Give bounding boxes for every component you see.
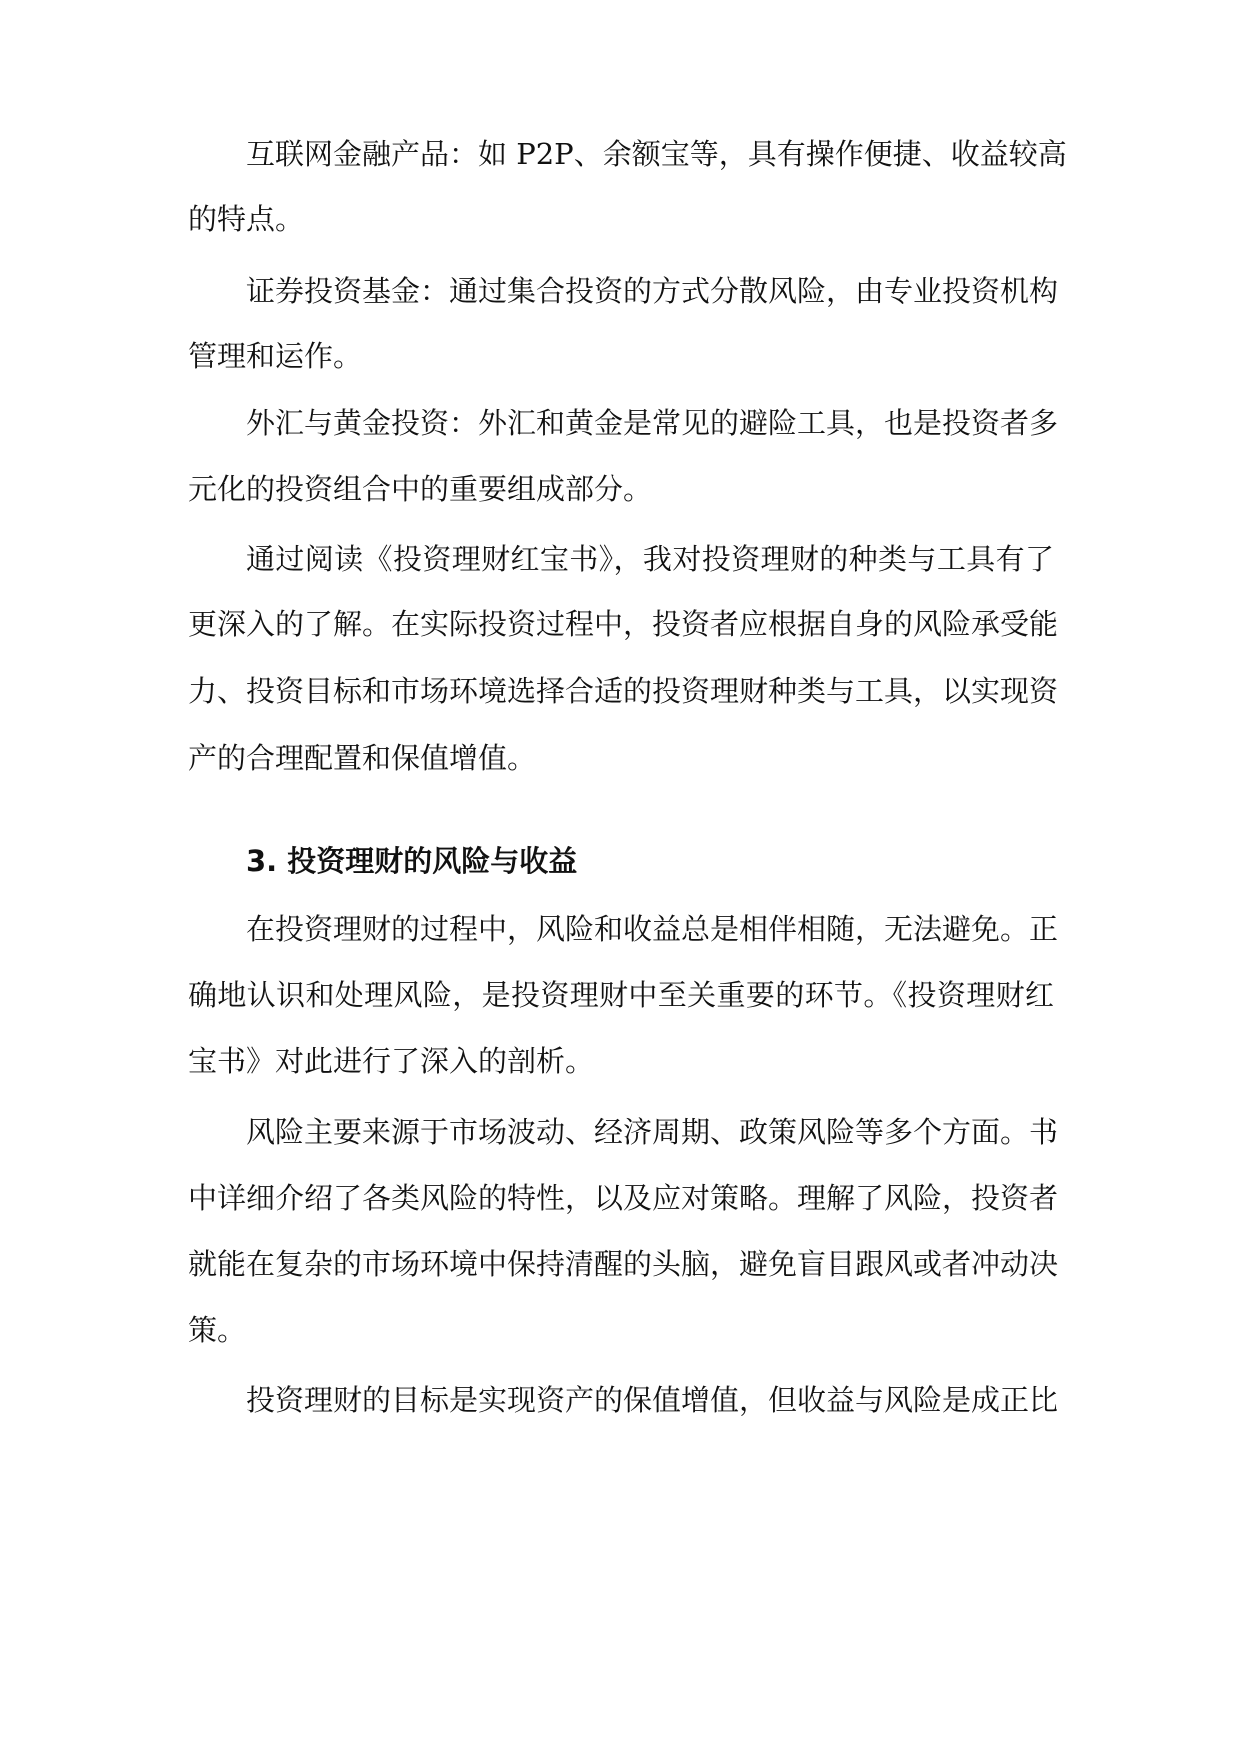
paragraph-line: 投资理财的目标是实现资产的保值增值，但收益与风险是成正比	[246, 1383, 1059, 1417]
paragraph-line: 元化的投资组合中的重要组成部分。	[188, 472, 653, 506]
paragraph-line: 产的合理配置和保值增值。	[188, 741, 537, 775]
paragraph-line: 宝书》对此进行了深入的剖析。	[188, 1044, 595, 1078]
paragraph-line: 中详细介绍了各类风险的特性，以及应对策略。理解了风险，投资者	[188, 1181, 1059, 1215]
paragraph-line: 策。	[188, 1313, 247, 1347]
paragraph-line: 在投资理财的过程中，风险和收益总是相伴相随，无法避免。正	[246, 912, 1059, 946]
paragraph-line: 力、投资目标和市场环境选择合适的投资理财种类与工具，以实现资	[188, 674, 1059, 708]
paragraph-line: 外汇与黄金投资：外汇和黄金是常见的避险工具，也是投资者多	[246, 406, 1059, 440]
paragraph-line: 通过阅读《投资理财红宝书》，我对投资理财的种类与工具有了	[246, 542, 1054, 576]
paragraph-line: 更深入的了解。在实际投资过程中，投资者应根据自身的风险承受能	[188, 607, 1059, 641]
paragraph-line: 证券投资基金：通过集合投资的方式分散风险，由专业投资机构	[246, 274, 1059, 308]
paragraph-line: 确地认识和处理风险，是投资理财中至关重要的环节。《投资理财红	[188, 978, 1054, 1012]
paragraph-line: 互联网金融产品：如 P2P、余额宝等，具有操作便捷、收益较高	[246, 137, 1067, 171]
section-heading: 3. 投资理财的风险与收益	[246, 844, 578, 878]
paragraph-line: 管理和运作。	[188, 339, 363, 373]
paragraph-line: 风险主要来源于市场波动、经济周期、政策风险等多个方面。书	[246, 1115, 1059, 1149]
paragraph-line: 的特点。	[188, 202, 305, 236]
paragraph-line: 就能在复杂的市场环境中保持清醒的头脑，避免盲目跟风或者冲动决	[188, 1247, 1059, 1281]
